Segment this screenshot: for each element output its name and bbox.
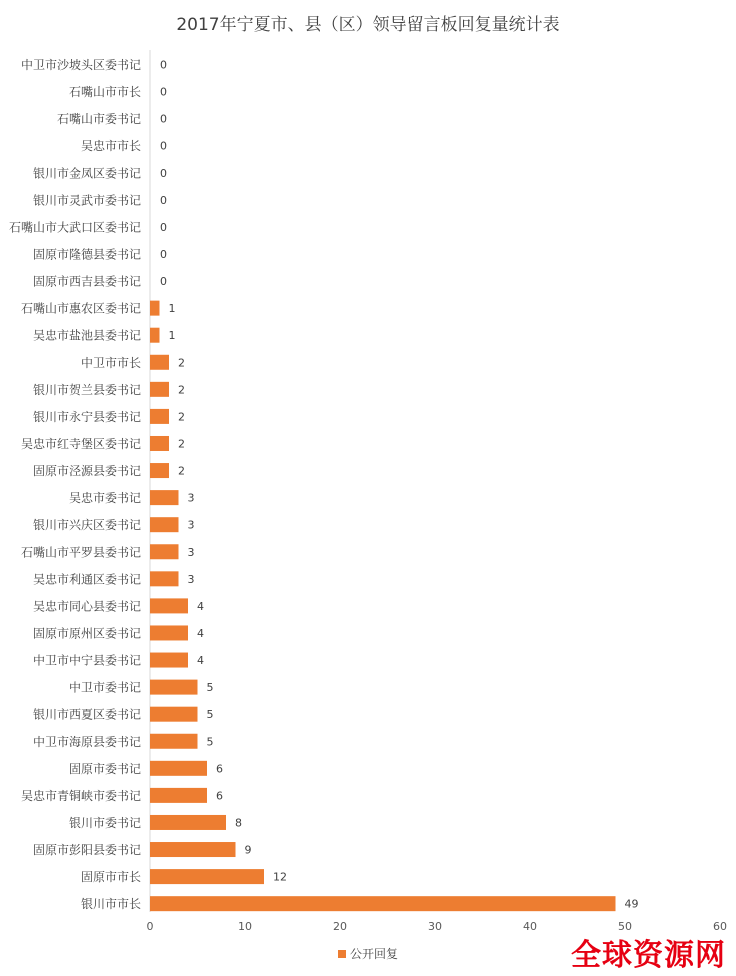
category-label: 吴忠市同心县委书记 <box>32 599 141 614</box>
category-label: 银川市金凤区委书记 <box>32 166 141 181</box>
category-label: 银川市贺兰县委书记 <box>32 382 141 397</box>
category-label: 银川市西夏区委书记 <box>32 707 141 722</box>
bar <box>150 598 188 613</box>
category-label: 吴忠市青铜峡市委书记 <box>20 788 141 803</box>
chart-title: 2017年宁夏市、县（区）领导留言板回复量统计表 <box>176 15 560 35</box>
bar <box>150 328 160 343</box>
data-label: 0 <box>160 193 167 207</box>
bar <box>150 842 236 857</box>
category-label: 石嘴山市大武口区委书记 <box>8 220 141 235</box>
category-label: 银川市委书记 <box>68 815 141 830</box>
bar <box>150 680 198 695</box>
category-label: 中卫市海原县委书记 <box>32 734 141 749</box>
data-label: 8 <box>235 816 242 830</box>
data-label: 4 <box>197 626 204 640</box>
x-tick-label: 40 <box>523 920 537 933</box>
bar <box>150 490 179 505</box>
category-label: 石嘴山市委书记 <box>56 112 141 127</box>
data-label: 2 <box>178 410 185 424</box>
category-label: 固原市西吉县委书记 <box>32 274 141 289</box>
data-label: 3 <box>187 491 195 505</box>
category-label: 吴忠市委书记 <box>68 491 141 506</box>
category-label: 固原市市长 <box>80 870 141 885</box>
category-label: 固原市泾源县委书记 <box>32 464 141 479</box>
category-label: 吴忠市市长 <box>80 139 141 154</box>
bar <box>150 571 179 586</box>
x-tick-label: 30 <box>428 920 442 933</box>
bar <box>150 761 207 776</box>
data-label: 6 <box>216 762 223 776</box>
bar <box>150 707 198 722</box>
data-label: 2 <box>178 437 185 451</box>
data-label: 1 <box>168 329 176 343</box>
bar <box>150 869 264 884</box>
category-label: 固原市隆德县委书记 <box>32 247 141 262</box>
bar <box>150 544 179 559</box>
data-label: 2 <box>178 383 185 397</box>
bar <box>150 355 169 370</box>
category-label: 固原市原州区委书记 <box>32 626 141 641</box>
bar <box>150 463 169 478</box>
data-label: 0 <box>160 139 167 153</box>
bar <box>150 815 226 830</box>
data-label: 5 <box>206 735 214 749</box>
category-label: 吴忠市红寺堡区委书记 <box>20 436 141 451</box>
data-label: 5 <box>206 681 214 695</box>
legend-swatch <box>338 950 346 958</box>
x-tick-label: 20 <box>333 920 347 933</box>
category-label: 吴忠市盐池县委书记 <box>32 328 141 343</box>
data-label: 0 <box>160 275 167 289</box>
data-label: 3 <box>187 518 195 532</box>
x-tick-label: 50 <box>618 920 632 933</box>
data-label: 6 <box>216 789 223 803</box>
x-tick-label: 60 <box>713 920 727 933</box>
category-label: 中卫市中宁县委书记 <box>32 653 141 668</box>
bar <box>150 517 179 532</box>
category-label: 石嘴山市惠农区委书记 <box>20 301 141 316</box>
category-label: 固原市彭阳县委书记 <box>32 843 141 858</box>
bar <box>150 653 188 668</box>
data-label: 12 <box>273 870 287 884</box>
category-label: 中卫市市长 <box>80 355 141 370</box>
bar <box>150 788 207 803</box>
bar <box>150 896 616 911</box>
category-label: 吴忠市利通区委书记 <box>32 572 141 587</box>
bar <box>150 734 198 749</box>
data-label: 2 <box>178 356 185 370</box>
data-label: 4 <box>197 654 204 668</box>
category-label: 银川市永宁县委书记 <box>32 409 141 424</box>
data-label: 1 <box>168 302 176 316</box>
bar <box>150 409 169 424</box>
data-label: 2 <box>178 464 185 478</box>
category-label: 石嘴山市平罗县委书记 <box>20 545 141 560</box>
data-label: 5 <box>206 708 214 722</box>
bar <box>150 301 160 316</box>
category-label: 石嘴山市市长 <box>68 85 141 100</box>
category-label: 中卫市委书记 <box>68 680 141 695</box>
data-label: 9 <box>244 843 252 857</box>
data-label: 0 <box>160 112 167 126</box>
category-label: 银川市灵武市委书记 <box>32 193 141 208</box>
data-label: 0 <box>160 85 167 99</box>
x-tick-label: 10 <box>238 920 252 933</box>
data-label: 0 <box>160 220 167 234</box>
legend-label: 公开回复 <box>350 947 399 961</box>
category-label: 中卫市沙坡头区委书记 <box>20 58 141 72</box>
data-label: 0 <box>160 166 167 180</box>
bar <box>150 382 169 397</box>
category-label: 固原市委书记 <box>68 761 141 776</box>
data-label: 3 <box>187 545 195 559</box>
bar <box>150 625 188 640</box>
data-label: 4 <box>197 599 204 613</box>
category-label: 银川市兴庆区委书记 <box>32 518 141 533</box>
data-label: 0 <box>160 247 167 261</box>
category-label: 银川市市长 <box>80 897 141 912</box>
x-tick-label: 0 <box>146 920 154 933</box>
bar <box>150 436 169 451</box>
watermark-logo: 全球资源网 <box>571 938 726 973</box>
data-label: 0 <box>160 58 167 72</box>
data-label: 49 <box>624 897 639 911</box>
data-label: 3 <box>187 572 195 586</box>
